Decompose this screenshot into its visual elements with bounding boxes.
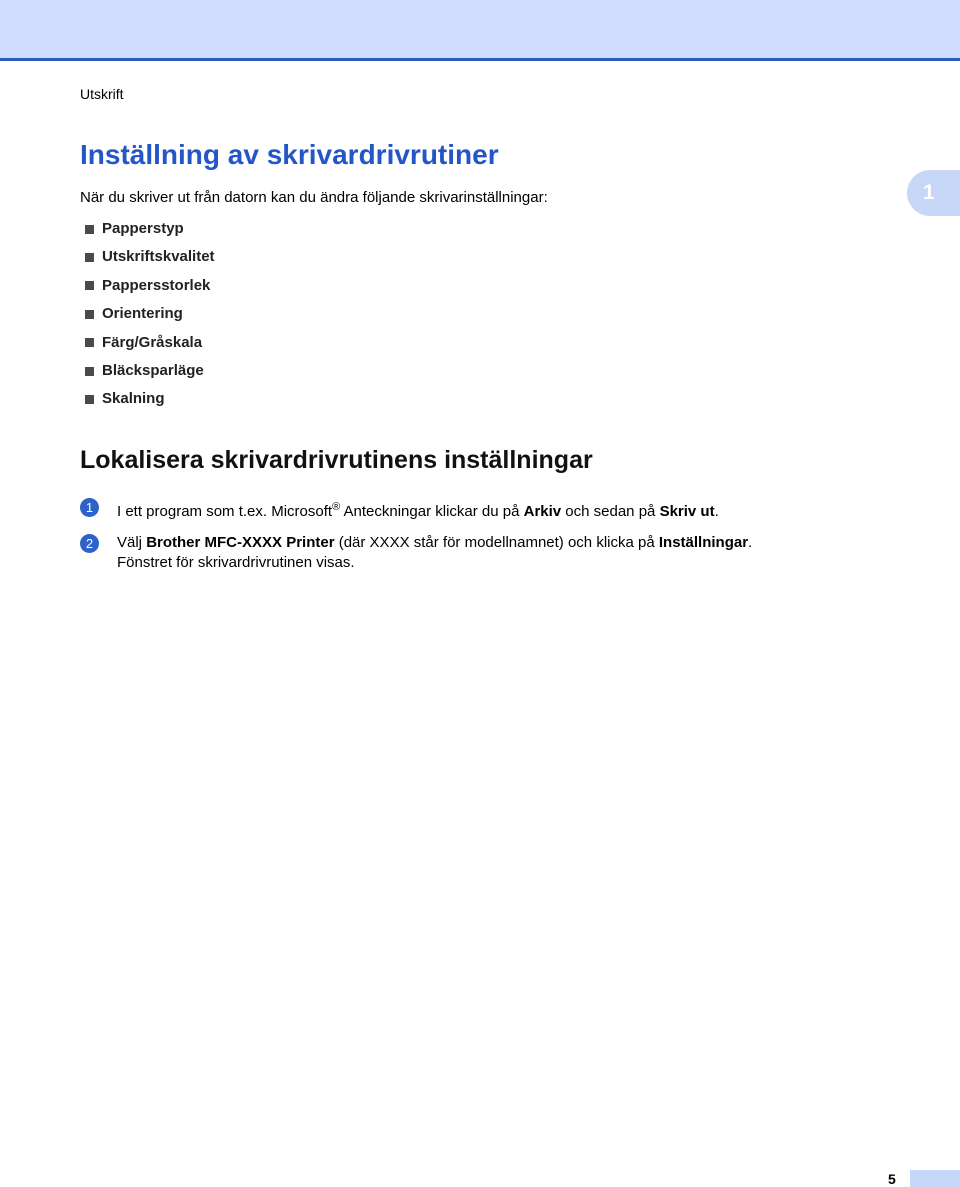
list-item: Utskriftskvalitet [85,243,215,271]
settings-list [85,215,215,414]
step-2 [80,533,752,573]
section-intro: När du skriver ut från datorn kan du ändra följande skrivarinställningar: [80,189,548,206]
step-text: I ett program som t.ex. Microsoft® Anteckningar klickar du på Arkiv och sedan på Skriv ut. [117,501,719,520]
page-number: 5 [888,1171,896,1187]
step-number-icon: 1 [80,498,99,517]
list-item: Färg/Gråskala [85,329,215,357]
page-tab [910,1170,960,1187]
list-item: Pappersstorlek [85,272,215,300]
square-bullet-icon [85,253,94,262]
step-text: Välj Brother MFC-XXXX Printer (där XXXX står för modellnamnet) och klicka på Inställningar. Fönstret för skrivardrivrutinen visas. [117,534,753,571]
square-bullet-icon [85,367,94,376]
section-title: Inställning av skrivardrivrutiner [80,139,499,170]
running-head: Utskrift [80,86,124,102]
square-bullet-icon [85,310,94,319]
square-bullet-icon [85,338,94,347]
subsection-title: Lokalisera skrivardrivrutinens inställningar [80,446,593,474]
list-item: Skalning [85,385,215,413]
list-item: Bläcksparläge [85,357,215,385]
square-bullet-icon [85,225,94,234]
step-1 [80,497,719,522]
chapter-tab: 1 [907,170,960,216]
square-bullet-icon [85,395,94,404]
header-band [0,0,960,61]
square-bullet-icon [85,281,94,290]
list-item: Orientering [85,300,215,328]
list-item: Papperstyp [85,215,215,243]
step-number-icon: 2 [80,534,99,553]
